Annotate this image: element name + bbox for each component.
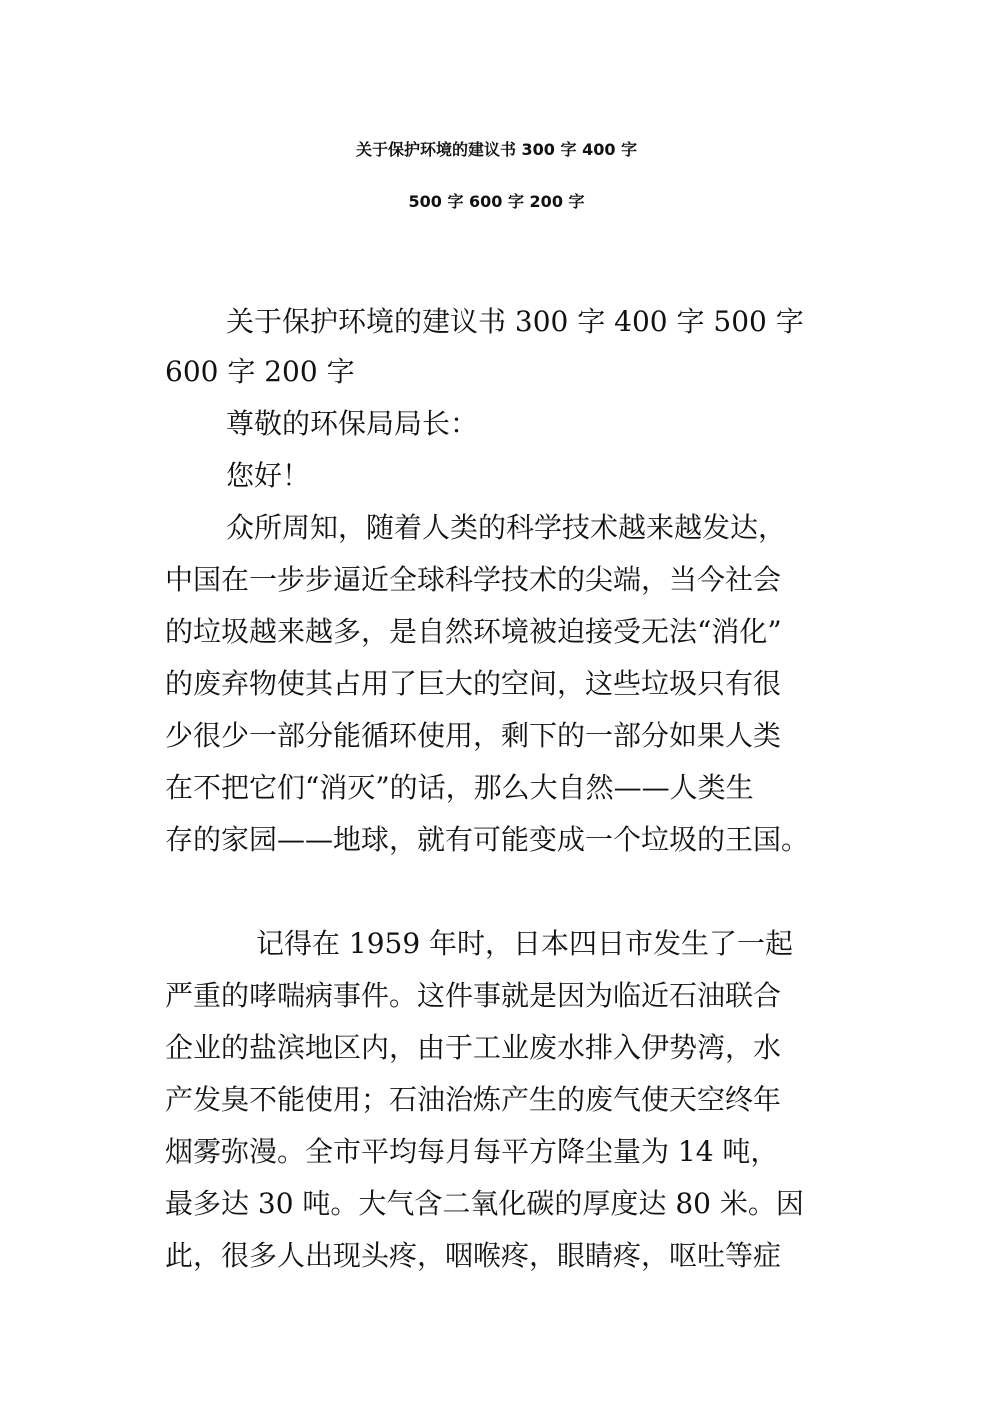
text-line: 此，很多人出现头疼，咽喉疼，眼睛疼，呕吐等症	[165, 1239, 782, 1272]
text-line: 最多达 30 吨。大气含二氧化碳的厚度达 80 米。因	[165, 1187, 804, 1220]
text-line: 记得在 1959 年时，日本四日市发生了一起	[256, 927, 794, 960]
greeting: 您好！	[226, 459, 311, 492]
text-line: 中国在一步步逼近全球科学技术的尖端，当今社会	[165, 563, 782, 596]
document-title-line-1: 关于保护环境的建议书 300 字 400 字	[355, 140, 638, 159]
text-line: 少很少一部分能循环使用，剩下的一部分如果人类	[165, 719, 782, 752]
text-line: 企业的盐滨地区内，由于工业废水排入伊势湾，水	[165, 1031, 782, 1064]
text-line: 严重的哮喘病事件。这件事就是因为临近石油联合	[165, 979, 782, 1012]
text-line: 关于保护环境的建议书 300 字 400 字 500 字	[226, 305, 804, 338]
text-line: 600 字 200 字	[165, 355, 355, 388]
document-title-line-2: 500 字 600 字 200 字	[408, 192, 585, 211]
text-line: 存的家园——地球，就有可能变成一个垃圾的王国。	[165, 823, 810, 856]
text-line: 产发臭不能使用；石油治炼产生的废气使天空终年	[165, 1083, 782, 1116]
text-line: 的垃圾越来越多，是自然环境被迫接受无法“消化”	[165, 615, 782, 648]
text-line: 的废弃物使其占用了巨大的空间，这些垃圾只有很	[165, 667, 782, 700]
text-line: 烟雾弥漫。全市平均每月每平方降尘量为 14 吨，	[165, 1135, 779, 1168]
text-line: 在不把它们“消灭”的话，那么大自然——人类生	[165, 771, 754, 804]
salutation: 尊敬的环保局局长：	[226, 407, 479, 440]
text-line: 众所周知，随着人类的科学技术越来越发达，	[226, 511, 787, 544]
